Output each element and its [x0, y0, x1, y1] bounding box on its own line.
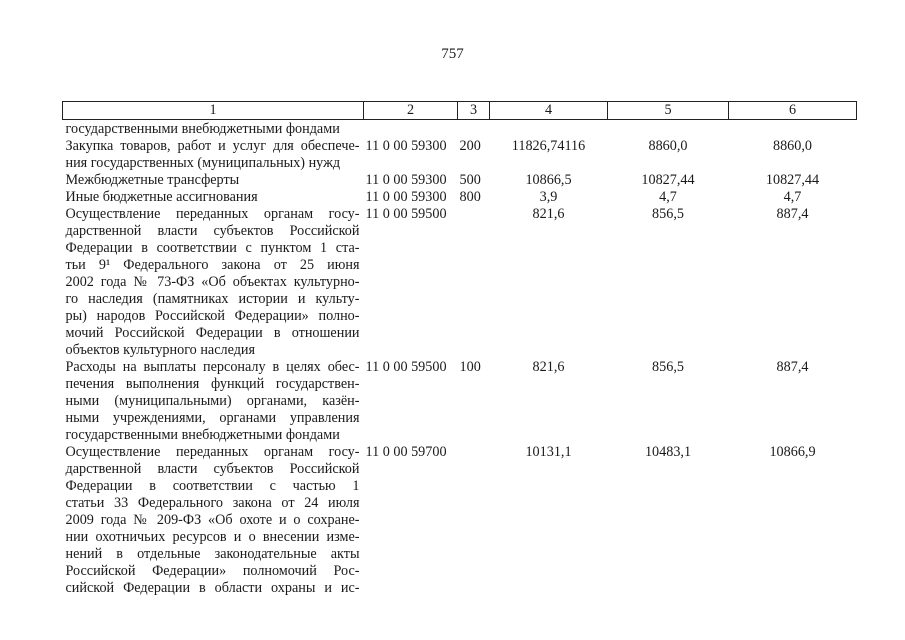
row-expense-type: [458, 206, 490, 359]
row-expense-type: [458, 120, 490, 139]
row-name-line: Расходы на выплаты персоналу в целях обес-: [65, 359, 360, 375]
budget-table: [62, 101, 857, 597]
row-name-line: Российской Федерации» полномочий Рос-: [65, 563, 360, 579]
row-name-line: нии охотничьих ресурсов и о внесении изме-: [65, 529, 360, 545]
row-value-3: 4,7: [783, 189, 802, 205]
row-value-1: 821,6: [532, 359, 565, 375]
row-value-1: 10131,1: [525, 444, 572, 460]
row-name-line: ния государственных (муниципальных) нужд: [65, 155, 341, 171]
row-value-3: [729, 120, 857, 139]
row-value-1: 11826,74116: [511, 138, 586, 154]
header-row: [63, 102, 857, 120]
row-name: [63, 359, 364, 444]
row-code: 11 0 00 59300: [365, 138, 447, 154]
table-row: [63, 444, 857, 597]
row-value-3: 10827,44: [765, 172, 820, 188]
header-col-3: 3: [458, 102, 490, 120]
row-value-3: 8860,0: [772, 138, 812, 154]
row-name-line: ры) народов Российской Федерации» полно-: [65, 308, 360, 324]
row-expense-type: [458, 444, 490, 597]
row-name-line: Осуществление переданных органам госу-: [65, 444, 360, 460]
row-code: [364, 120, 458, 139]
table-row: [63, 359, 857, 444]
row-value-1: 3,9: [539, 189, 558, 205]
row-name: [63, 189, 364, 206]
header-col-5: 5: [608, 102, 729, 120]
row-name-line: государственными внебюджетными фондами: [65, 427, 340, 443]
row-name-line: го наследия (памятниках истории и культу-: [65, 291, 360, 307]
row-name-line: ными (муниципальными) органами, казён-: [65, 393, 360, 409]
row-name-line: объектов культурного наследия: [65, 342, 256, 358]
row-name: [63, 206, 364, 359]
row-value-2: [608, 120, 729, 139]
row-name-line: Межбюджетные трансферты: [65, 172, 240, 188]
table-row: [63, 120, 857, 139]
row-name-line: Закупка товаров, работ и услуг для обеспече-: [65, 138, 360, 154]
row-code: 11 0 00 59500: [365, 206, 447, 222]
row-name-line: Федерации в соответствии с пунктом 1 ста-: [65, 240, 360, 256]
row-name-line: Осуществление переданных органам госу-: [65, 206, 360, 222]
row-name-line: тьи 9¹ Федерального закона от 25 июня: [65, 257, 360, 273]
row-expense-type: 100: [459, 359, 481, 375]
row-name-line: Иные бюджетные ассигнования: [65, 189, 258, 205]
page-number: 757: [441, 46, 464, 62]
header-col-6: 6: [729, 102, 857, 120]
row-name-line: дарственной власти субъектов Российской: [65, 223, 360, 239]
table-row: [63, 138, 857, 172]
row-value-2: 856,5: [652, 206, 684, 222]
row-value-2: 8860,0: [648, 138, 688, 154]
header-col-4: 4: [490, 102, 608, 120]
row-name: [63, 120, 364, 139]
row-code: 11 0 00 59300: [365, 189, 447, 205]
table-row: [63, 172, 857, 189]
row-name-line: нений в отдельные законодательные акты: [65, 546, 360, 562]
row-name-line: статьи 33 Федерального закона от 24 июля: [65, 495, 360, 511]
row-value-3: 887,4: [776, 206, 809, 222]
row-name-line: сийской Федерации в области охраны и ис-: [65, 580, 360, 596]
row-code: 11 0 00 59700: [365, 444, 447, 460]
header-col-2: 2: [364, 102, 458, 120]
row-value-2: 10483,1: [644, 444, 692, 460]
row-code: 11 0 00 59500: [365, 359, 447, 375]
row-value-3: 887,4: [776, 359, 809, 375]
row-name: [63, 444, 364, 597]
row-name-line: 2002 года № 73-ФЗ «Об объектах культурно-: [65, 274, 360, 290]
row-name-line: Федерации в соответствии с частью 1: [65, 478, 360, 494]
row-name-line: дарственной власти субъектов Российской: [65, 461, 360, 477]
row-value-1: 10866,5: [525, 172, 572, 188]
header-col-1: 1: [63, 102, 364, 120]
table-body: [63, 120, 857, 598]
row-expense-type: 200: [459, 138, 481, 154]
row-name-line: мочий Российской Федерации в отношении: [65, 325, 360, 341]
row-code: 11 0 00 59300: [365, 172, 447, 188]
table-row: [63, 206, 857, 359]
row-value-1: 821,6: [532, 206, 565, 222]
row-name-line: 2009 года № 209-ФЗ «Об охоте и о сохране-: [65, 512, 360, 528]
row-name-line: государственными внебюджетными фондами: [65, 121, 340, 137]
row-name-line: ными учреждениями, органами управления: [65, 410, 360, 426]
row-value-1: [490, 120, 608, 139]
row-value-2: 4,7: [659, 189, 677, 205]
row-expense-type: 500: [459, 172, 481, 188]
row-name-line: печения выполнения функций государствен-: [65, 376, 360, 392]
table-row: [63, 189, 857, 206]
row-value-2: 856,5: [652, 359, 684, 375]
row-name: [63, 172, 364, 189]
row-value-2: 10827,44: [641, 172, 695, 188]
row-expense-type: 800: [459, 189, 481, 205]
row-name: [63, 138, 364, 172]
row-value-3: 10866,9: [769, 444, 816, 460]
table-header: [63, 102, 857, 120]
